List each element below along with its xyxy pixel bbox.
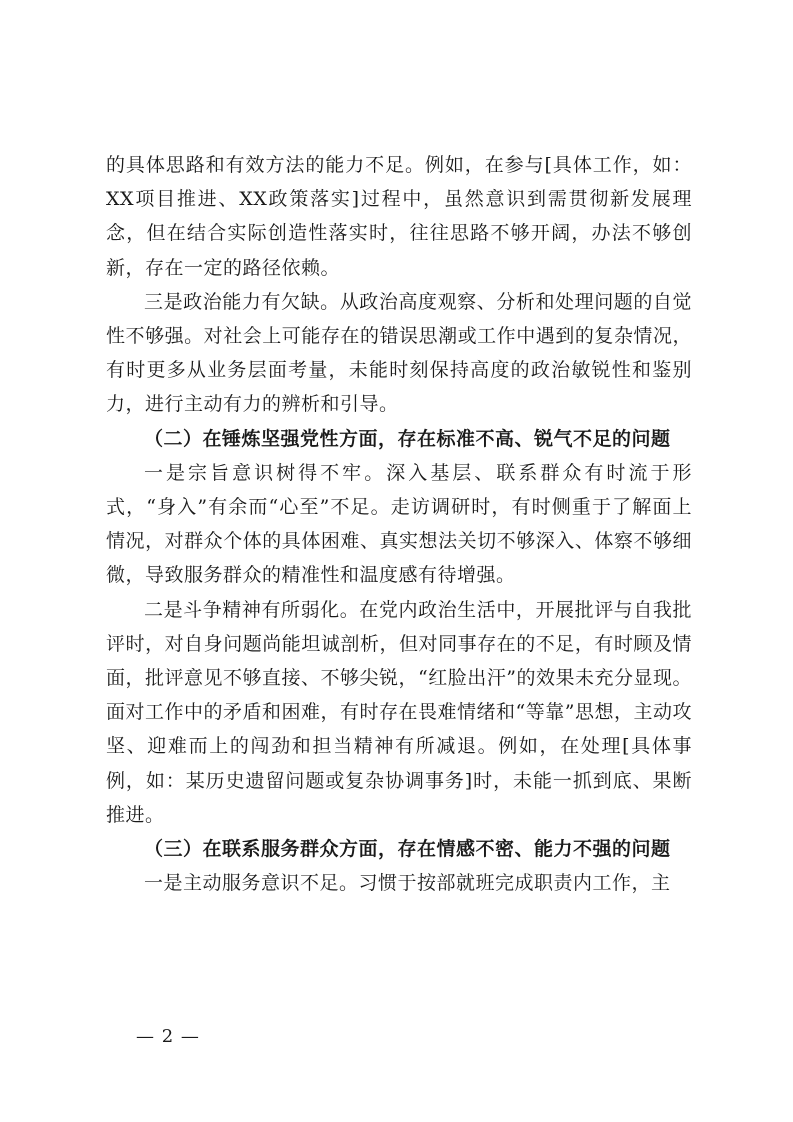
paragraph-political-ability: 三是政治能力有欠缺。从政治高度观察、分析和处理问题的自觉性不够强。对社会上可能存在的错误思潮或工作中遇到的复杂情况，有时更多从业务层面考量，未能时刻保持高度的政治敏锐性和鉴别力，进行主动有力的辨析和引导。 (106, 290, 692, 416)
document-body (106, 148, 692, 900)
paragraph-fighting-spirit: 二是斗争精神有所弱化。在党内政治生活中，开展批评与自我批评时，对自身问题尚能坦诚剖析，但对同事存在的不足，有时顾及情面，批评意见不够直接、不够尖锐，“红脸出汗”的效果未充分显现。面对工作中的矛盾和困难，有时存在畏难情绪和“等靠”思想，主动攻坚、迎难而上的闯劲和担当精神有所减退。例如，在处理[具体事例，如：某历史遗留问题或复杂协调事务]时，未能一抓到底、果断推进。 (106, 598, 692, 826)
section-heading-serving-masses: （三）在联系服务群众方面，存在情感不密、能力不强的问题 (144, 838, 671, 861)
paragraph-service-awareness: 一是主动服务意识不足。习惯于按部就班完成职责内工作，主 (144, 872, 671, 895)
section-heading-party-spirit: （二）在锤炼坚强党性方面，存在标准不高、锐气不足的问题 (144, 427, 671, 450)
page-number: — 2 — (136, 1026, 200, 1047)
paragraph-continuation: 的具体思路和有效方法的能力不足。例如，在参与[具体工作，如：XX项目推进、XX政策落实]过程中，虽然意识到需贯彻新发展理念，但在结合实际创造性落实时，往往思路不够开阔，办法不够创新，存在一定的路径依赖。 (106, 154, 692, 279)
paragraph-purpose-awareness: 一是宗旨意识树得不牢。深入基层、联系群众有时流于形式，“身入”有余而“心至”不足。走访调研时，有时侧重于了解面上情况，对群众个体的具体困难、真实想法关切不够深入、体察不够细微，导致服务群众的精准性和温度感有待增强。 (106, 461, 692, 587)
